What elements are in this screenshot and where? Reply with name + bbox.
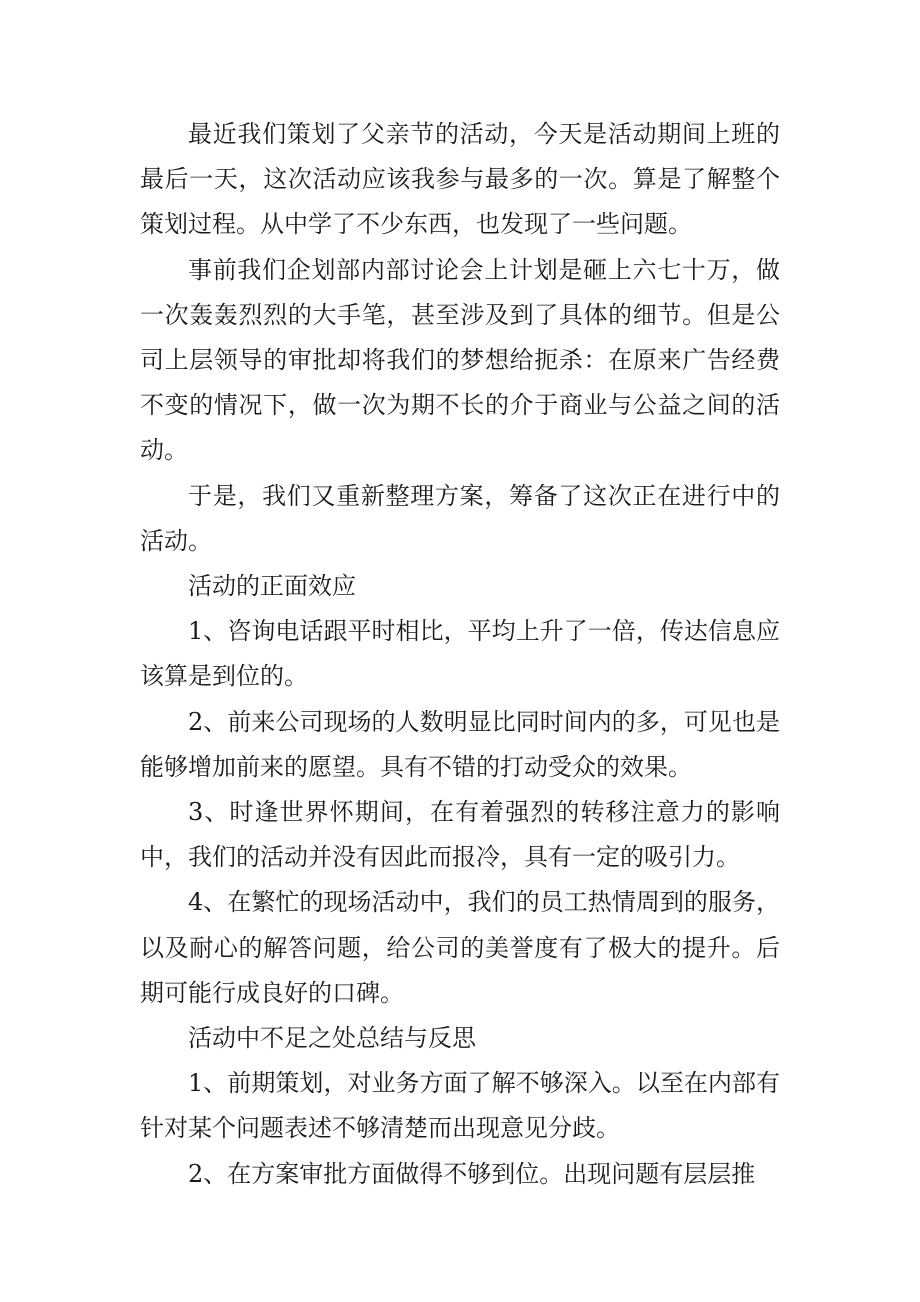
paragraph-revised-plan: 于是，我们又重新整理方案，筹备了这次正在进行中的活动。 (140, 481, 780, 555)
list-item-shortcoming-1: 1、前期策划，对业务方面了解不够深入。以至在内部有针对某个问题表述不够清楚而出现意见分歧。 (140, 1069, 780, 1143)
list-item-positive-1: 1、咨询电话跟平时相比，平均上升了一倍，传达信息应该算是到位的。 (140, 617, 780, 691)
section-heading-positive-effects: 活动的正面效应 (188, 572, 356, 601)
list-item-positive-2: 2、前来公司现场的人数明显比同时间内的多，可见也是能够增加前来的愿望。具有不错的打动受众的效果。 (140, 707, 780, 781)
section-heading-shortcomings: 活动中不足之处总结与反思 (188, 1024, 476, 1053)
list-item-positive-4: 4、在繁忙的现场活动中，我们的员工热情周到的服务，以及耐心的解答问题，给公司的美誉度有了极大的提升。后期可能行成良好的口碑。 (140, 888, 780, 1007)
document-body (140, 112, 780, 1197)
list-item-shortcoming-2: 2、在方案审批方面做得不够到位。出现问题有层层推 (188, 1159, 756, 1188)
list-item-positive-3: 3、时逢世界怀期间，在有着强烈的转移注意力的影响中，我们的活动并没有因此而报冷，具有一定的吸引力。 (140, 798, 780, 872)
paragraph-original-plan: 事前我们企划部内部讨论会上计划是砸上六七十万，做一次轰轰烈烈的大手笔，甚至涉及到了具体的细节。但是公司上层领导的审批却将我们的梦想给扼杀：在原来广告经费不变的情况下，做一次为期不长的介于商业与公益之间的活动。 (140, 255, 780, 465)
paragraph-intro: 最近我们策划了父亲节的活动，今天是活动期间上班的最后一天，这次活动应该我参与最多的一次。算是了解整个策划过程。从中学了不少东西，也发现了一些问题。 (140, 120, 780, 239)
